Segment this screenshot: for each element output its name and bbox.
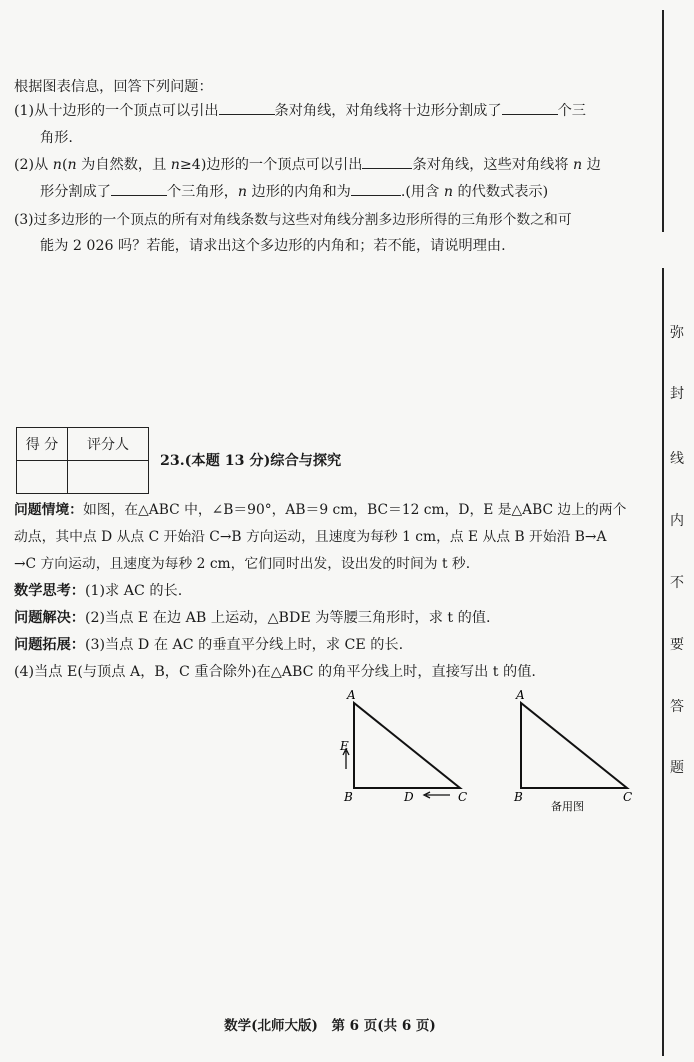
solve-text: (2)当点 E 在边 AB 上运动，△BDE 为等腰三角形时，求 t 的值.	[84, 610, 491, 626]
think-label: 数学思考：	[14, 583, 85, 599]
answer-blank[interactable]	[362, 155, 412, 169]
question-1-line-1	[14, 101, 586, 121]
question-1-line-2: 角形.	[40, 130, 73, 146]
point-label-d: D	[404, 790, 414, 804]
var-n: n	[52, 157, 62, 173]
vertex-label-a: A	[516, 688, 525, 702]
situation-text: 如图，在△ABC 中，∠B＝90°，AB＝9 cm，BC＝12 cm，D，E 是△ABC 边上的两个	[82, 502, 627, 518]
vertex-label-b: B	[514, 790, 523, 804]
margin-line-top	[662, 10, 664, 232]
situation-label: 问题情境：	[14, 502, 83, 518]
side-notice-char: 不	[670, 575, 684, 591]
var-n: n	[237, 184, 248, 200]
situation-line-1	[14, 500, 626, 520]
expand-line	[14, 635, 403, 655]
q2-text: (2)从	[14, 157, 53, 173]
grader-header: 评分人	[68, 428, 149, 461]
situation-line-3: →C 方向运动，且速度为每秒 2 cm，它们同时出发，设出发的时间为 t 秒.	[14, 556, 471, 572]
score-header: 得 分	[17, 428, 68, 461]
margin-line-bottom	[662, 268, 664, 1056]
question-3-line-2: 能为 2 026 吗？若能，请求出这个多边形的内角和；若不能，请说明理由.	[40, 238, 506, 254]
q2-text: 边	[582, 157, 601, 173]
q2-text: 为自然数，且	[76, 157, 171, 173]
expand-label: 问题拓展：	[14, 637, 85, 653]
vertex-label-b: B	[344, 790, 353, 804]
q2-text: 条对角线，这些对角线将	[412, 157, 574, 173]
question-2-line-2	[40, 182, 548, 202]
vertex-label-a: A	[347, 688, 356, 702]
point-label-e: E	[340, 739, 349, 753]
solve-line	[14, 608, 491, 628]
situation-line-2: 动点，其中点 D 从点 C 开始沿 C→B 方向运动，且速度为每秒 1 cm，点 E 从点 B 开始沿 B→A	[14, 529, 607, 545]
q2-text: .(用含	[400, 184, 444, 200]
q2-text: 个三角形，	[166, 184, 238, 200]
var-n: n	[170, 157, 180, 173]
question-2-line-1	[14, 155, 601, 175]
q1-text-c: 个三	[557, 103, 586, 119]
grader-cell[interactable]	[68, 461, 149, 494]
side-notice-char: 要	[670, 637, 684, 653]
problem-23-header: 23.(本题 13 分)综合与探究	[160, 453, 342, 469]
q1-text-a: (1)从十边形的一个顶点可以引出	[14, 103, 219, 119]
q2-text: ≥4)边形的一个顶点可以引出	[179, 157, 363, 173]
triangle-figure-spare	[505, 685, 655, 815]
side-notice-char: 内	[670, 513, 684, 529]
var-n: n	[67, 157, 77, 173]
triangle-figure-main	[330, 685, 480, 810]
expand-text: (3)当点 D 在 AC 的垂直平分线上时，求 CE 的长.	[84, 637, 404, 653]
var-n: n	[443, 184, 453, 200]
q2-text: (	[61, 157, 68, 173]
side-notice-char: 题	[670, 760, 684, 776]
q1-text-b: 条对角线，对角线将十边形分割成了	[274, 103, 502, 119]
triangle-abc	[354, 703, 460, 788]
side-notice-char: 答	[670, 699, 684, 715]
triangle-abc-spare	[521, 703, 627, 788]
var-n: n	[573, 157, 583, 173]
solve-label: 问题解决：	[14, 610, 85, 626]
q2-text: 形分割成了	[40, 184, 111, 200]
q2-text: 边形的内角和为	[247, 184, 351, 200]
score-table	[16, 427, 149, 494]
side-notice-char: 封	[670, 386, 684, 402]
vertex-label-c: C	[458, 790, 468, 804]
q2-text: 的代数式表示)	[452, 184, 549, 200]
answer-blank[interactable]	[351, 182, 401, 196]
page-footer: 数学(北师大版) 第 6 页(共 6 页)	[224, 1018, 436, 1034]
answer-blank[interactable]	[219, 101, 275, 115]
side-notice-char: 线	[670, 451, 684, 467]
intro-text: 根据图表信息，回答下列问题：	[14, 79, 213, 95]
score-cell[interactable]	[17, 461, 68, 494]
answer-blank[interactable]	[502, 101, 558, 115]
question-4-line: (4)当点 E(与顶点 A，B，C 重合除外)在△ABC 的角平分线上时，直接写出 t 的值.	[14, 664, 536, 680]
spare-figure-caption: 备用图	[551, 800, 584, 813]
side-notice-char: 弥	[670, 325, 684, 341]
think-text: (1)求 AC 的长.	[84, 583, 183, 599]
vertex-label-c: C	[623, 790, 633, 804]
question-3-line-1: (3)过多边形的一个顶点的所有对角线条数与这些对角线分割多边形所得的三角形个数之和可	[14, 212, 572, 228]
think-line	[14, 581, 182, 601]
answer-blank[interactable]	[111, 182, 167, 196]
